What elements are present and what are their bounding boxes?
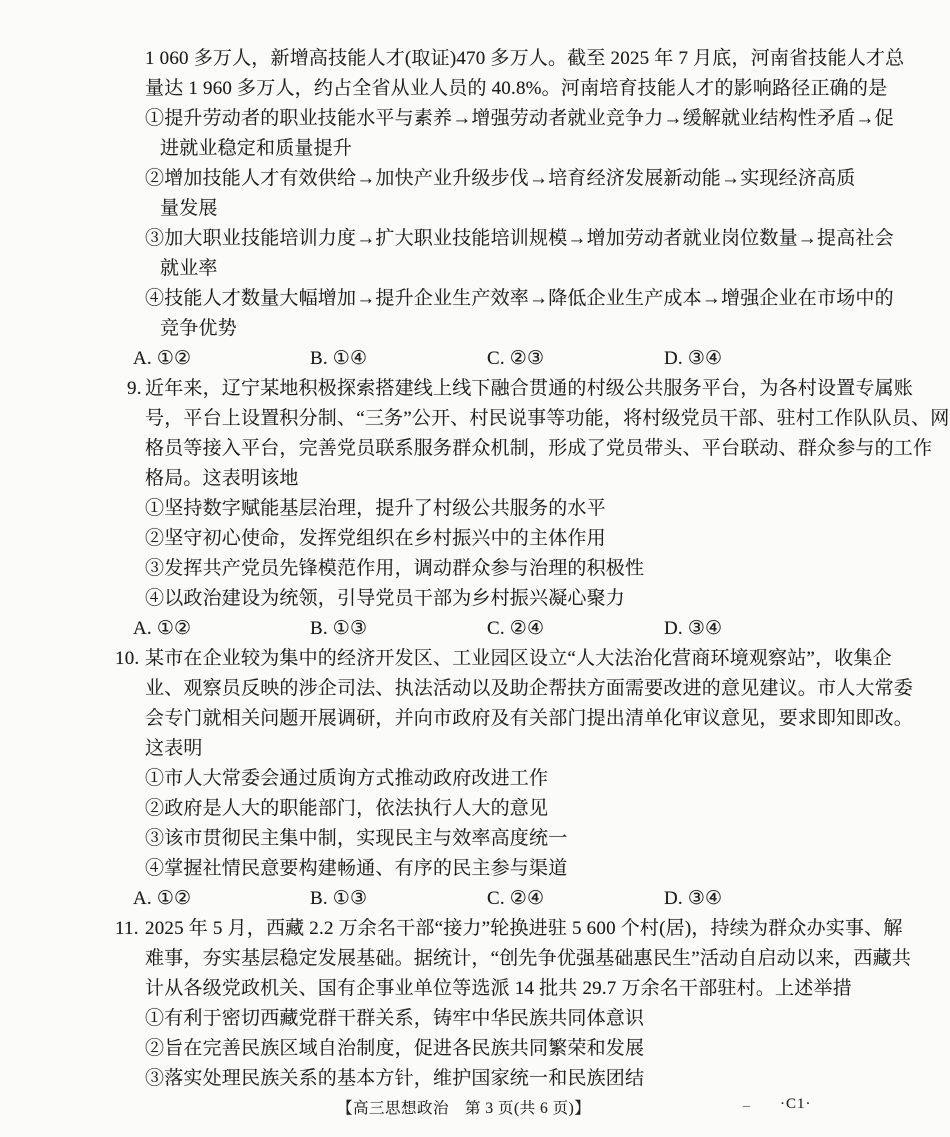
question-10-option-line: ①市人大常委会通过质询方式推动政府改进工作 [145, 768, 549, 789]
question-8-option-line: ②增加技能人才有效供给→加快产业升级步伐→培育经济发展新动能→实现经济高质 [145, 168, 856, 189]
question-9-answer-row [133, 614, 910, 644]
question-9-stem-line [127, 374, 914, 404]
question-11-option-line: ②旨在完善民族区域自治制度，促进各民族共同繁荣和发展 [145, 1038, 645, 1059]
question-10-option-line: ④掌握社情民意要构建畅通、有序的民主参与渠道 [145, 858, 568, 879]
question-10-stem-line: 会专门就相关问题开展调研，并向市政府及有关部门提出清单化审议意见，要求即知即改。 [145, 708, 914, 729]
question-8-answer-row [133, 344, 910, 374]
page-footer-code: ·C1· [780, 1096, 812, 1112]
exam-content [100, 44, 950, 1094]
question-11-option-line: ①有利于密切西藏党群干群关系，铸牢中华民族共同体意识 [145, 1008, 645, 1029]
question-8-option-wrap-line: 竞争优势 [160, 318, 237, 339]
answer-choice-d: D. ③④ [664, 618, 723, 639]
question-10-number: 10. [115, 648, 140, 669]
answer-choice-a: A. ①② [133, 348, 192, 369]
page-footer-title: 【高三思想政治 第 3 页(共 6 页)】 [337, 1100, 591, 1117]
question-8-option-line: ③加大职业技能培训力度→扩大职业技能培训规模→增加劳动者就业岗位数量→提高社会 [145, 228, 894, 249]
question-9-stem-text: 近年来，辽宁某地积极探索搭建线上线下融合贯通的村级公共服务平台，为各村设置专属账 [145, 378, 914, 399]
question-9-option-line: ④以政治建设为统领，引导党员干部为乡村振兴凝心聚力 [145, 588, 626, 609]
question-11-stem-line: 计从各级党政机关、国有企事业单位等选派 14 批共 29.7 万余名干部驻村。上述举措 [145, 978, 852, 999]
question-10-stem-line: 这表明 [145, 738, 203, 759]
question-9-option-line: ①坚持数字赋能基层治理，提升了村级公共服务的水平 [145, 498, 606, 519]
question-8-option-line: ①提升劳动者的职业技能水平与素养→增强劳动者就业竞争力→缓解就业结构性矛盾→促 [145, 108, 894, 129]
question-10-stem-line: 业、观察员反映的涉企司法、执法活动以及助企帮扶方面需要改进的意见建议。市人大常委 [145, 678, 914, 699]
question-10-stem-line [115, 644, 910, 674]
question-11-stem-text: 2025 年 5 月，西藏 2.2 万余名干部“接力”轮换进驻 5 600 个村(居)，持续为群众办实事、解 [145, 918, 903, 939]
answer-choice-b: B. ①③ [310, 618, 368, 639]
question-9-stem-line: 格局。这表明该地 [145, 468, 299, 489]
question-10-option-line: ③该市贯彻民主集中制，实现民主与效率高度统一 [145, 828, 568, 849]
question-11-stem-line [115, 914, 910, 944]
question-11-option-line: ③落实处理民族关系的基本方针，维护国家统一和民族团结 [145, 1068, 645, 1089]
question-10-answer-row [133, 884, 910, 914]
question-11-number: 11. [115, 918, 139, 939]
question-8-option-line: ④技能人才数量大幅增加→提升企业生产效率→降低企业生产成本→增强企业在市场中的 [145, 288, 894, 309]
answer-choice-a: A. ①② [133, 618, 192, 639]
question-8-option-wrap-line: 就业率 [160, 258, 218, 279]
answer-choice-b: B. ①③ [310, 888, 368, 909]
question-9-option-line: ③发挥共产党员先锋模范作用，调动群众参与治理的积极性 [145, 558, 645, 579]
question-10-option-line: ②政府是人大的职能部门，依法执行人大的意见 [145, 798, 549, 819]
answer-choice-b: B. ①④ [310, 348, 368, 369]
answer-choice-c: C. ②③ [487, 348, 545, 369]
question-9-option-line: ②坚守初心使命，发挥党组织在乡村振兴中的主体作用 [145, 528, 606, 549]
question-9-number: 9. [127, 378, 142, 399]
answer-choice-d: D. ③④ [664, 348, 723, 369]
question-8-option-wrap-line: 进就业稳定和质量提升 [160, 138, 353, 159]
question-8-option-wrap-line: 量发展 [160, 198, 218, 219]
question-10-stem-text: 某市在企业较为集中的经济开发区、工业园区设立“人大法治化营商环境观察站”，收集企 [145, 648, 892, 669]
question-8-stem-line: 1 060 多万人，新增高技能人才(取证)470 多万人。截至 2025 年 7 月底，河南省技能人才总 [145, 48, 905, 69]
page-footer-mark: _ [743, 1094, 750, 1109]
question-9-stem-line: 号，平台上设置积分制、“三务”公开、村民说事等功能，将村级党员干部、驻村工作队队员、网 [145, 408, 950, 429]
answer-choice-a: A. ①② [133, 888, 192, 909]
answer-choice-c: C. ②④ [487, 618, 545, 639]
question-9-stem-line: 格员等接入平台，完善党员联系服务群众机制，形成了党员带头、平台联动、群众参与的工作 [145, 438, 933, 459]
answer-choice-d: D. ③④ [664, 888, 723, 909]
question-11-stem-line: 难事，夯实基层稳定发展基础。据统计，“创先争优强基础惠民生”活动自启动以来，西藏共 [145, 948, 912, 969]
answer-choice-c: C. ②④ [487, 888, 545, 909]
question-8-stem-line: 量达 1 960 多万人，约占全省从业人员的 40.8%。河南培育技能人才的影响路径正确的是 [145, 78, 888, 99]
